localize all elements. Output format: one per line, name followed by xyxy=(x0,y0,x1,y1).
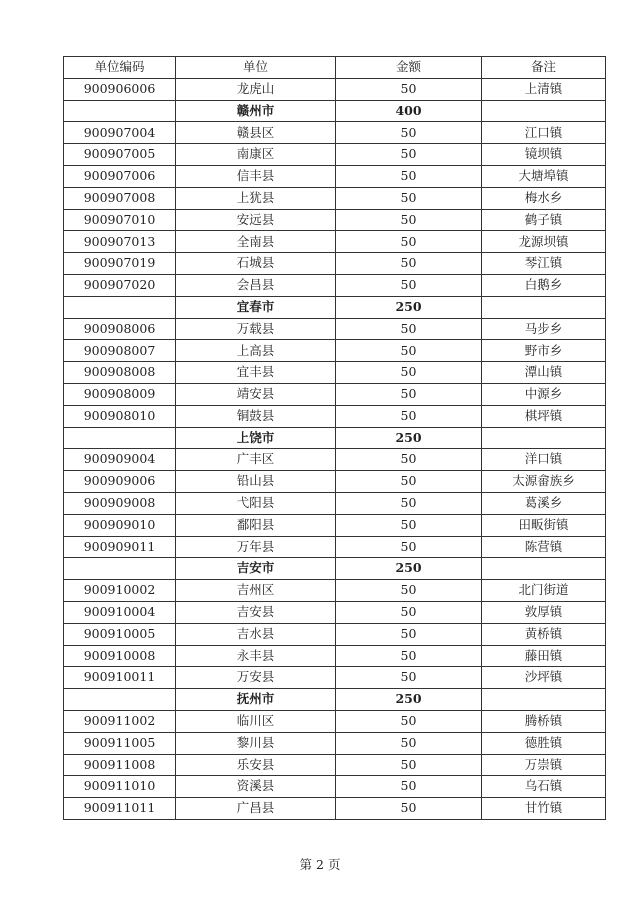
cell-amount: 250 xyxy=(336,558,482,580)
cell-amount: 50 xyxy=(336,449,482,471)
cell-code: 900907020 xyxy=(64,274,176,296)
cell-note: 梅水乡 xyxy=(482,187,606,209)
cell-amount: 50 xyxy=(336,122,482,144)
cell-unit: 抚州市 xyxy=(176,689,336,711)
city-subtotal-row xyxy=(64,558,606,580)
cell-code: 900907013 xyxy=(64,231,176,253)
cell-note: 白鹅乡 xyxy=(482,274,606,296)
cell-unit: 龙虎山 xyxy=(176,78,336,100)
header-amount: 金额 xyxy=(336,57,482,79)
cell-amount: 50 xyxy=(336,405,482,427)
cell-note xyxy=(482,296,606,318)
cell-amount: 50 xyxy=(336,187,482,209)
table-row xyxy=(64,667,606,689)
cell-code: 900911008 xyxy=(64,754,176,776)
cell-unit: 安远县 xyxy=(176,209,336,231)
cell-unit: 赣州市 xyxy=(176,100,336,122)
cell-amount: 250 xyxy=(336,689,482,711)
cell-unit: 资溪县 xyxy=(176,776,336,798)
cell-note: 琴江镇 xyxy=(482,253,606,275)
cell-note: 马步乡 xyxy=(482,318,606,340)
cell-code: 900907005 xyxy=(64,144,176,166)
cell-unit: 万年县 xyxy=(176,536,336,558)
cell-note: 敦厚镇 xyxy=(482,601,606,623)
cell-code: 900909010 xyxy=(64,514,176,536)
table-row xyxy=(64,449,606,471)
cell-amount: 50 xyxy=(336,362,482,384)
cell-unit: 吉安市 xyxy=(176,558,336,580)
cell-code: 900909006 xyxy=(64,471,176,493)
cell-unit: 弋阳县 xyxy=(176,492,336,514)
cell-unit: 信丰县 xyxy=(176,165,336,187)
cell-code: 900910011 xyxy=(64,667,176,689)
cell-note: 沙坪镇 xyxy=(482,667,606,689)
cell-code: 900909004 xyxy=(64,449,176,471)
cell-note: 甘竹镇 xyxy=(482,798,606,820)
cell-unit: 上饶市 xyxy=(176,427,336,449)
cell-unit: 靖安县 xyxy=(176,383,336,405)
cell-amount: 50 xyxy=(336,601,482,623)
cell-amount: 50 xyxy=(336,274,482,296)
cell-code: 900908006 xyxy=(64,318,176,340)
header-unit: 单位 xyxy=(176,57,336,79)
table-row xyxy=(64,383,606,405)
cell-code: 900907008 xyxy=(64,187,176,209)
cell-note: 藤田镇 xyxy=(482,645,606,667)
cell-unit: 鄱阳县 xyxy=(176,514,336,536)
cell-code: 900910002 xyxy=(64,580,176,602)
table-row xyxy=(64,776,606,798)
cell-amount: 250 xyxy=(336,296,482,318)
city-subtotal-row xyxy=(64,296,606,318)
cell-amount: 50 xyxy=(336,318,482,340)
cell-code: 900911011 xyxy=(64,798,176,820)
cell-unit: 吉州区 xyxy=(176,580,336,602)
cell-amount: 50 xyxy=(336,383,482,405)
cell-unit: 南康区 xyxy=(176,144,336,166)
cell-unit: 全南县 xyxy=(176,231,336,253)
cell-unit: 上高县 xyxy=(176,340,336,362)
cell-code xyxy=(64,100,176,122)
cell-note: 潭山镇 xyxy=(482,362,606,384)
table-row xyxy=(64,274,606,296)
cell-code: 900910005 xyxy=(64,623,176,645)
cell-unit: 临川区 xyxy=(176,710,336,732)
cell-amount: 50 xyxy=(336,231,482,253)
cell-note: 黄桥镇 xyxy=(482,623,606,645)
cell-amount: 50 xyxy=(336,580,482,602)
cell-unit: 乐安县 xyxy=(176,754,336,776)
cell-note: 野市乡 xyxy=(482,340,606,362)
cell-note: 中源乡 xyxy=(482,383,606,405)
cell-note: 葛溪乡 xyxy=(482,492,606,514)
table-row xyxy=(64,754,606,776)
cell-amount: 50 xyxy=(336,165,482,187)
cell-note xyxy=(482,689,606,711)
table-row xyxy=(64,645,606,667)
cell-unit: 铅山县 xyxy=(176,471,336,493)
cell-note: 陈营镇 xyxy=(482,536,606,558)
cell-note: 北门街道 xyxy=(482,580,606,602)
cell-code: 900908007 xyxy=(64,340,176,362)
cell-code: 900911002 xyxy=(64,710,176,732)
allocation-table xyxy=(63,56,606,820)
table-body xyxy=(64,78,606,819)
cell-amount: 400 xyxy=(336,100,482,122)
cell-unit: 万安县 xyxy=(176,667,336,689)
table-row xyxy=(64,165,606,187)
header-code: 单位编码 xyxy=(64,57,176,79)
cell-code: 900909008 xyxy=(64,492,176,514)
table-row xyxy=(64,580,606,602)
cell-note: 棋坪镇 xyxy=(482,405,606,427)
table-row xyxy=(64,253,606,275)
cell-amount: 50 xyxy=(336,754,482,776)
cell-note xyxy=(482,427,606,449)
city-subtotal-row xyxy=(64,100,606,122)
cell-code: 900908008 xyxy=(64,362,176,384)
table-row xyxy=(64,601,606,623)
cell-code: 900907010 xyxy=(64,209,176,231)
cell-amount: 50 xyxy=(336,798,482,820)
cell-note: 腾桥镇 xyxy=(482,710,606,732)
cell-note: 鹤子镇 xyxy=(482,209,606,231)
cell-unit: 铜鼓县 xyxy=(176,405,336,427)
cell-code: 900908010 xyxy=(64,405,176,427)
cell-amount: 50 xyxy=(336,776,482,798)
cell-code: 900908009 xyxy=(64,383,176,405)
cell-code: 900910004 xyxy=(64,601,176,623)
cell-unit: 会昌县 xyxy=(176,274,336,296)
cell-code: 900911005 xyxy=(64,732,176,754)
cell-unit: 永丰县 xyxy=(176,645,336,667)
cell-note: 洋口镇 xyxy=(482,449,606,471)
table-row xyxy=(64,209,606,231)
cell-unit: 万载县 xyxy=(176,318,336,340)
cell-unit: 宜春市 xyxy=(176,296,336,318)
header-note: 备注 xyxy=(482,57,606,79)
cell-code: 900907004 xyxy=(64,122,176,144)
table-row xyxy=(64,318,606,340)
cell-unit: 上犹县 xyxy=(176,187,336,209)
cell-unit: 赣县区 xyxy=(176,122,336,144)
table-header-row xyxy=(64,57,606,79)
cell-unit: 吉水县 xyxy=(176,623,336,645)
table-row xyxy=(64,514,606,536)
table-row xyxy=(64,492,606,514)
cell-code: 900911010 xyxy=(64,776,176,798)
cell-note: 万崇镇 xyxy=(482,754,606,776)
table-row xyxy=(64,710,606,732)
cell-code xyxy=(64,689,176,711)
cell-amount: 50 xyxy=(336,536,482,558)
city-subtotal-row xyxy=(64,689,606,711)
cell-amount: 50 xyxy=(336,340,482,362)
cell-note: 龙源坝镇 xyxy=(482,231,606,253)
table-row xyxy=(64,144,606,166)
cell-amount: 50 xyxy=(336,667,482,689)
cell-unit: 广丰区 xyxy=(176,449,336,471)
cell-amount: 50 xyxy=(336,710,482,732)
cell-unit: 吉安县 xyxy=(176,601,336,623)
cell-unit: 石城县 xyxy=(176,253,336,275)
cell-amount: 50 xyxy=(336,144,482,166)
cell-code: 900907006 xyxy=(64,165,176,187)
table-row xyxy=(64,405,606,427)
cell-amount: 50 xyxy=(336,471,482,493)
cell-code: 900910008 xyxy=(64,645,176,667)
table-row xyxy=(64,536,606,558)
cell-amount: 50 xyxy=(336,209,482,231)
cell-unit: 广昌县 xyxy=(176,798,336,820)
cell-amount: 50 xyxy=(336,492,482,514)
cell-code xyxy=(64,558,176,580)
table-row xyxy=(64,340,606,362)
cell-amount: 50 xyxy=(336,78,482,100)
table-row xyxy=(64,187,606,209)
cell-note: 田畈街镇 xyxy=(482,514,606,536)
cell-note: 乌石镇 xyxy=(482,776,606,798)
table-row xyxy=(64,798,606,820)
cell-code: 900907019 xyxy=(64,253,176,275)
table-row xyxy=(64,623,606,645)
table-row xyxy=(64,471,606,493)
table-row xyxy=(64,78,606,100)
cell-note: 太源畲族乡 xyxy=(482,471,606,493)
cell-note xyxy=(482,100,606,122)
cell-code xyxy=(64,427,176,449)
city-subtotal-row xyxy=(64,427,606,449)
cell-note: 镜坝镇 xyxy=(482,144,606,166)
cell-amount: 50 xyxy=(336,645,482,667)
table-row xyxy=(64,362,606,384)
cell-code xyxy=(64,296,176,318)
cell-amount: 50 xyxy=(336,623,482,645)
cell-amount: 50 xyxy=(336,514,482,536)
cell-note: 江口镇 xyxy=(482,122,606,144)
cell-note xyxy=(482,558,606,580)
cell-note: 德胜镇 xyxy=(482,732,606,754)
cell-note: 上清镇 xyxy=(482,78,606,100)
cell-code: 900906006 xyxy=(64,78,176,100)
table-row xyxy=(64,732,606,754)
cell-amount: 250 xyxy=(336,427,482,449)
cell-note: 大塘埠镇 xyxy=(482,165,606,187)
cell-unit: 宜丰县 xyxy=(176,362,336,384)
page-number: 第 2 页 xyxy=(299,857,341,872)
cell-amount: 50 xyxy=(336,732,482,754)
table-row xyxy=(64,231,606,253)
cell-code: 900909011 xyxy=(64,536,176,558)
cell-unit: 黎川县 xyxy=(176,732,336,754)
cell-amount: 50 xyxy=(336,253,482,275)
table-row xyxy=(64,122,606,144)
